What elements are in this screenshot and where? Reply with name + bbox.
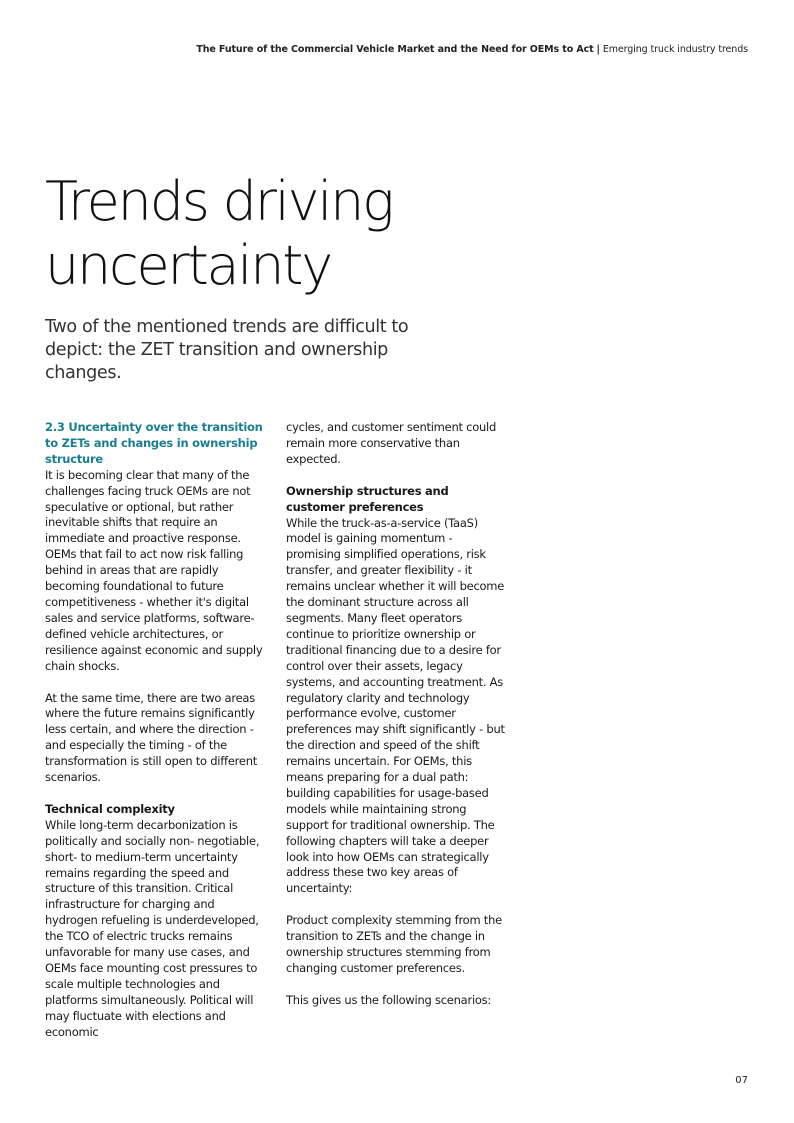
ownership-paragraph: While the truck-as-a-service (TaaS) model is gaining momentum - promising simplified operations, risk transfer, and greater flexibility - it remains unclear whether it will become the dominant structure across all segments. Many fleet operators continue to prioritize ownership or traditional financing due to a desire for control over their assets, legacy systems, and accounting treatment. As regulatory clarity and technology performance evolve, customer preferences may shift significantly - but the direction and speed of the shift remains uncertain. For OEMs, this means preparing for a dual path: building capabilities for usage-based models while maintaining strong support for traditional ownership. The following chapters will take a deeper look into how OEMs can strategically address these two key areas of uncertainty: [286, 515, 505, 896]
scenarios-paragraph: This gives us the following scenarios: [286, 992, 492, 1007]
technical-complexity-heading: Technical complexity [45, 801, 175, 816]
section-heading: 2.3 Uncertainty over the transition to ZETs and changes in ownership structure [45, 420, 263, 466]
header-document-title: The Future of the Commercial Vehicle Market and the Need for OEMs to Act [196, 44, 594, 55]
right-column [286, 420, 508, 1025]
technical-complexity-continuation: cycles, and customer sentiment could remain more conservative than expected. [286, 420, 497, 466]
running-header [196, 44, 748, 55]
page-number: 07 [735, 1075, 748, 1086]
intro-paragraph: It is becoming clear that many of the challenges facing truck OEMs are not speculative or optional, but rather inevitable shifts that require an immediate and proactive response. OEMs that fail to act now risk falling behind in areas that are rapidly becoming foundational to future competitiveness - whether it's digital sales and service platforms, software-defined vehicle architectures, or resilience against economic and supply chain shocks. [45, 467, 263, 673]
technical-complexity-paragraph: While long-term decarbonization is politically and socially non- negotiable, short- to medium-term uncertainty remains regarding the speed and structure of this transition. Critical infrastructure for charging and hydrogen refueling is underdeveloped, the TCO of electric trucks remains unfavorable for many use cases, and OEMs face mounting cost pressures to scale multiple technologies and platforms simultaneously. Political will may fluctuate with elections and economic [45, 817, 260, 1039]
product-complexity-paragraph: Product complexity stemming from the transition to ZETs and the change in ownership structures stemming from changing customer preferences. [286, 913, 502, 975]
areas-paragraph: At the same time, there are two areas where the future remains significantly less certain, and where the direction - and especially the timing - of the transformation is still open to different scenarios. [45, 690, 258, 785]
header-separator: | [596, 44, 600, 55]
left-column [45, 420, 267, 1057]
page-subtitle: Two of the mentioned trends are difficult to depict: the ZET transition and ownership changes. [45, 317, 409, 383]
page-title: Trends driving uncertainty [45, 170, 393, 297]
ownership-heading: Ownership structures and customer preferences [286, 483, 449, 514]
header-section-name: Emerging truck industry trends [602, 44, 748, 55]
